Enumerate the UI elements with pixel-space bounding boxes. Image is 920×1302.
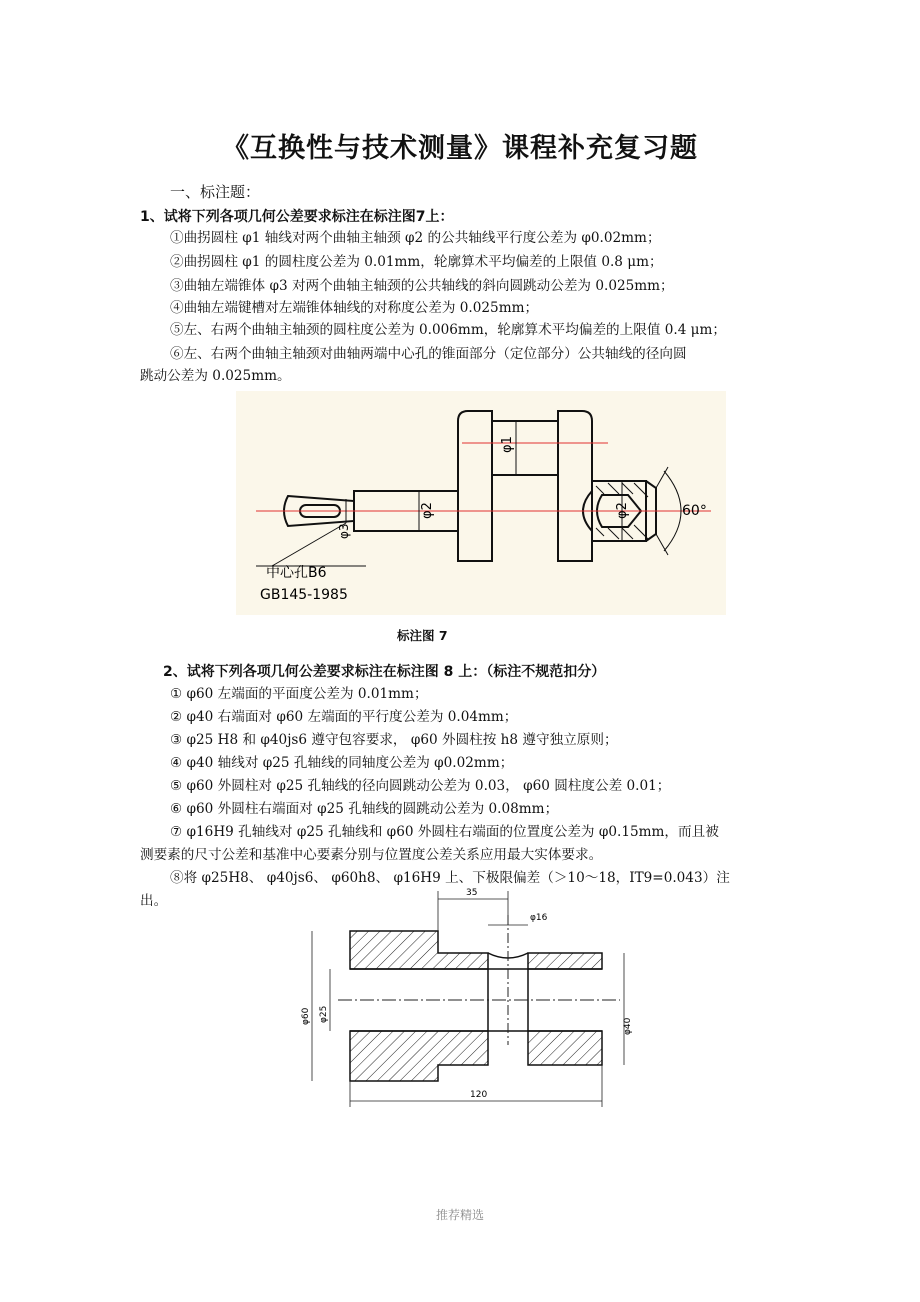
phi3-label: φ3 — [337, 523, 351, 539]
q1-item-5: ⑤左、右两个曲轴主轴颈的圆柱度公差为 0.006mm，轮廓算术平均偏差的上限值 0.4 μm； — [170, 322, 727, 338]
q2-item-2: ② φ40 右端面对 φ60 左端面的平行度公差为 0.04mm； — [170, 709, 518, 725]
upper-wall-left — [350, 931, 488, 969]
dim-120-label: 120 — [470, 1090, 488, 1100]
q2-item-4: ④ φ40 轴线对 φ25 孔轴线的同轴度公差为 φ0.02mm； — [170, 755, 514, 771]
q1-item-4: ④曲轴左端键槽对左端锥体轴线的对称度公差为 0.025mm； — [170, 300, 539, 316]
q1-item-6-line1: ⑥左、右两个曲轴主轴颈对曲轴两端中心孔的锥面部分（定位部分）公共轴线的径向圆 — [170, 346, 687, 362]
phi2-right-label: φ2 — [615, 502, 630, 519]
phi2-left-label: φ2 — [420, 502, 435, 519]
lower-wall-right — [528, 1031, 602, 1065]
q1-item-3: ③曲轴左端锥体 φ3 对两个曲轴主轴颈的公共轴线的斜向圆跳动公差为 0.025mm； — [170, 278, 674, 294]
q2-item-6: ⑥ φ60 外圆柱右端面对 φ25 孔轴线的圆跳动公差为 0.08mm； — [170, 801, 559, 817]
q2-item-8-line2: 出。 — [140, 893, 168, 909]
q2-item-7-line2: 测要素的尺寸公差和基准中心要素分别与位置度公差关系应用最大实体要求。 — [140, 847, 603, 863]
dim-phi40-label: φ40 — [623, 1017, 633, 1035]
crankshaft-figure — [236, 391, 726, 615]
q2-item-5: ⑤ φ60 外圆柱对 φ25 孔轴线的径向圆跳动公差为 0.03， φ60 圆柱度公差 0.01； — [170, 778, 671, 794]
standard-label: GB145-1985 — [260, 587, 348, 603]
q2-item-8-line1: ⑧将 φ25H8、 φ40js6、 φ60h8、 φ16H9 上、下极限偏差（＞10～18，IT9=0.043）注 — [170, 870, 730, 886]
q2-item-7-line1: ⑦ φ16H9 孔轴线对 φ25 孔轴线和 φ60 外圆柱右端面的位置度公差为 φ0.15mm，而且被 — [170, 824, 719, 840]
dim-phi25-label: φ25 — [319, 1005, 329, 1023]
figure-7-caption: 标注图 7 — [397, 628, 448, 643]
figure-background — [236, 391, 726, 615]
page-title: 《互换性与技术测量》课程补充复习题 — [222, 133, 698, 164]
center-hole-label: 中心孔B6 — [266, 565, 327, 581]
bushing-figure — [290, 885, 650, 1110]
q1-item-2: ②曲拐圆柱 φ1 的圆柱度公差为 0.01mm，轮廓算术平均偏差的上限值 0.8 μm； — [170, 254, 663, 270]
question-2-heading: 2、试将下列各项几何公差要求标注在标注图 8 上：（标注不规范扣分） — [163, 664, 606, 680]
q2-item-1: ① φ60 左端面的平面度公差为 0.01mm； — [170, 686, 428, 702]
section-heading: 一、标注题： — [170, 183, 261, 201]
question-1-heading: 1、试将下列各项几何公差要求标注在标注图7上： — [140, 209, 454, 225]
lower-wall-left — [350, 1031, 488, 1081]
phi1-label: φ1 — [500, 436, 515, 453]
dim-phi16-label: φ16 — [530, 913, 548, 923]
q2-item-3: ③ φ25 H8 和 φ40js6 遵守包容要求， φ60 外圆柱按 h8 遵守独立原则； — [170, 732, 618, 748]
upper-wall-right — [528, 953, 602, 969]
q1-item-6-line2: 跳动公差为 0.025mm。 — [140, 368, 291, 384]
footer-text: 推荐精选 — [435, 1208, 484, 1222]
q1-item-1: ①曲拐圆柱 φ1 轴线对两个曲轴主轴颈 φ2 的公共轴线平行度公差为 φ0.02mm； — [170, 230, 661, 246]
dim-35-label: 35 — [466, 888, 478, 898]
angle-label: 60° — [682, 503, 707, 519]
dim-phi60-label: φ60 — [301, 1007, 311, 1025]
